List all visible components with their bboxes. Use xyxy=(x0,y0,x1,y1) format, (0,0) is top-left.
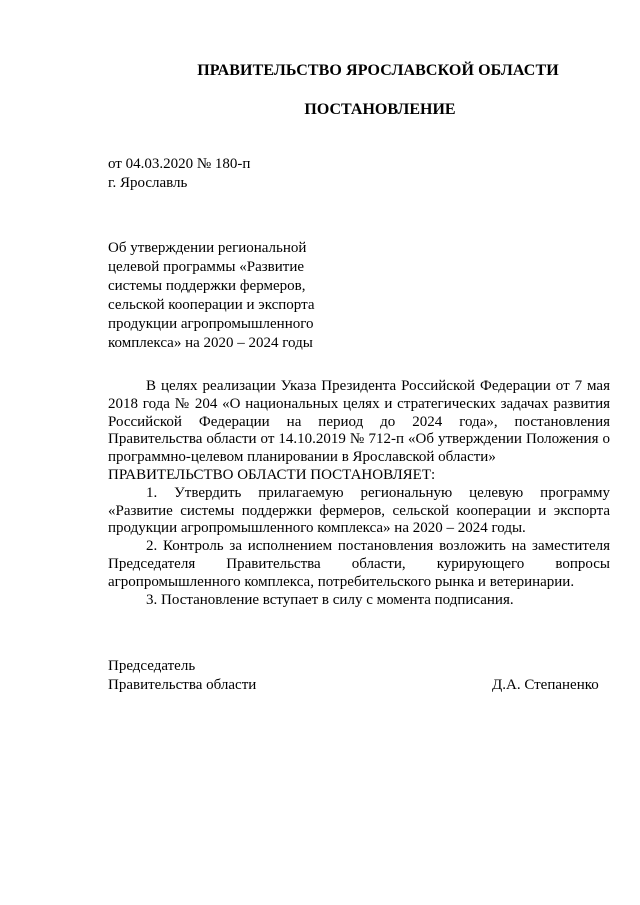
subject-line: системы поддержки фермеров, xyxy=(108,278,306,294)
preamble-paragraph: В целях реализации Указа Президента Российской Федерации от 7 мая 2018 года № 204 «О национальных целях и стратегических задачах развития Российской Федерации на период до 2024 года», постановления Правительства области от 14.10.2019 № 712-п «Об утверждении Положения о программно-целевом планировании в Ярославской области» xyxy=(108,378,610,466)
subject-line: Об утверждении региональной xyxy=(108,240,307,256)
item-3-paragraph: 3. Постановление вступает в силу с момента подписания. xyxy=(146,591,514,608)
signature-name: Д.А. Степаненко xyxy=(492,677,599,693)
subject-line: продукции агропромышленного xyxy=(108,316,314,332)
item-2-paragraph: 2. Контроль за исполнением постановления возложить на заместителя Председателя Правительства области, курирующего вопросы агропромышленного комплекса, потребительского рынка и ветеринарии. xyxy=(108,538,610,590)
date-number: от 04.03.2020 № 180-п xyxy=(108,156,251,172)
subject-line: сельской кооперации и экспорта xyxy=(108,297,315,313)
document-body xyxy=(108,378,610,609)
document-meta xyxy=(108,155,250,193)
document-subject xyxy=(108,239,348,353)
signature-position-line-1: Председатель xyxy=(108,658,196,674)
subject-line: целевой программы «Развитие xyxy=(108,259,305,275)
item-1-paragraph: 1. Утвердить прилагаемую региональную целевую программу «Развитие системы поддержки фермеров, сельской кооперации и экспорта продукции агропромышленного комплекса» на 2020 – 2024 годы. xyxy=(108,484,610,537)
resolves-line: ПРАВИТЕЛЬСТВО ОБЛАСТИ ПОСТАНОВЛЯЕТ: xyxy=(108,466,436,483)
document-type-title: ПОСТАНОВЛЕНИЕ xyxy=(304,101,456,118)
government-title: ПРАВИТЕЛЬСТВО ЯРОСЛАВСКОЙ ОБЛАСТИ xyxy=(197,62,559,79)
signature-position-line-2: Правительства области xyxy=(108,677,257,693)
city: г. Ярославль xyxy=(108,175,188,191)
subject-line: комплекса» на 2020 – 2024 годы xyxy=(108,335,313,351)
signature-position xyxy=(108,657,256,695)
